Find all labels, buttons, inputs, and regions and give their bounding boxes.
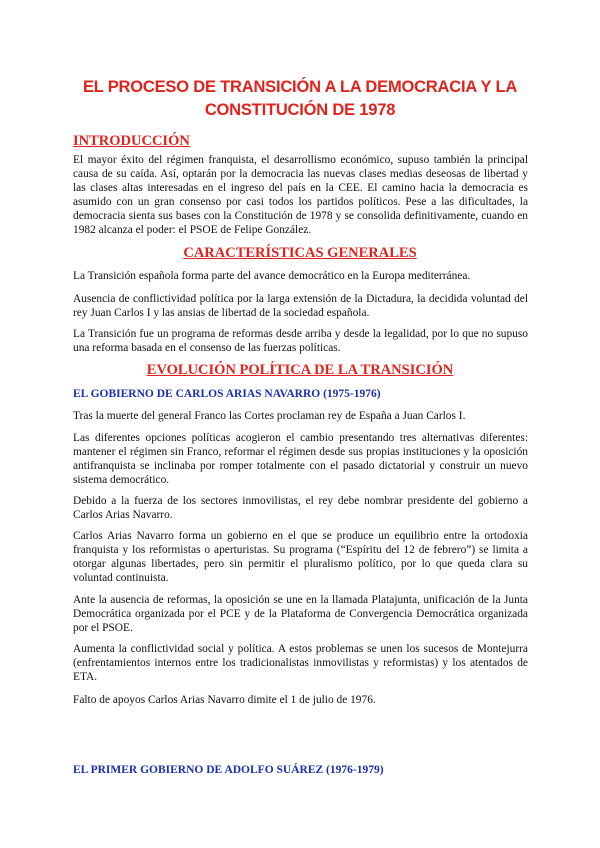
paragraph-caracteristicas-3: La Transición fue un programa de reformas desde arriba y desde la legalidad, por lo que no supuso una reforma basada en el consenso de las fuerzas políticas. <box>73 328 528 354</box>
paragraph-introduccion: El mayor éxito del régimen franquista, el desarrollismo económico, supuso también la principal causa de su caída. Así, optarán por la democracia las nuevas clases medias deseosas de libertad y las clases altas interesadas en el ingreso del país en la CEE. El camino hacia la democracia es asumido con un gran consenso por casi todos los partidos políticos. Pese a las dificultades, la democracia sienta sus bases con la Constitución de 1978 y se consolida definitivamente, cuando en 1982 alcanza el poder: el PSOE de Felipe González. <box>73 154 528 236</box>
section-heading-introduccion: INTRODUCCIÓN <box>73 133 190 149</box>
paragraph-arias-6: Aumenta la conflictividad social y política. A estos problemas se unen los sucesos de Montejurra (enfrentamientos internos entre los tradicionalistas inmovilistas y reformistas) y los atentados de ETA. <box>73 643 528 683</box>
paragraph-arias-4: Carlos Arias Navarro forma un gobierno en el que se produce un equilibrio entre la ortodoxia franquista y los reformistas o aperturistas. Su programa (“Espíritu del 12 de febrero”) se limita a otorgar algunas libertades, pero sin permitir el pluralismo político, por lo que queda clara su voluntad continuista. <box>73 530 528 584</box>
paragraph-caracteristicas-2: Ausencia de conflictividad política por la larga extensión de la Dictadura, la decidida voluntad del rey Juan Carlos I y las ansias de libertad de la sociedad española. <box>73 293 528 319</box>
paragraph-arias-3: Debido a la fuerza de los sectores inmovilistas, el rey debe nombrar presidente del gobierno a Carlos Arias Navarro. <box>73 495 528 521</box>
subsection-heading-arias-navarro: EL GOBIERNO DE CARLOS ARIAS NAVARRO (1975-1976) <box>73 388 381 400</box>
paragraph-arias-5: Ante la ausencia de reformas, la oposición se une en la llamada Platajunta, unificación de la Junta Democrática organizada por el PCE y de la Plataforma de Convergencia Democrática organizada por el PSOE. <box>73 594 528 634</box>
document-title: EL PROCESO DE TRANSICIÓN A LA DEMOCRACIA Y LA CONSTITUCIÓN DE 1978 <box>82 78 518 119</box>
subsection-heading-adolfo-suarez: EL PRIMER GOBIERNO DE ADOLFO SUÁREZ (1976-1979) <box>73 764 384 776</box>
paragraph-arias-7: Falto de apoyos Carlos Arias Navarro dimite el 1 de julio de 1976. <box>73 694 376 706</box>
paragraph-caracteristicas-1: La Transición española forma parte del avance democrático en la Europa mediterránea. <box>73 270 471 282</box>
paragraph-arias-1: Tras la muerte del general Franco las Cortes proclaman rey de España a Juan Carlos I. <box>73 410 466 422</box>
section-heading-caracteristicas: CARACTERÍSTICAS GENERALES <box>183 245 417 261</box>
section-heading-evolucion: EVOLUCIÓN POLÍTICA DE LA TRANSICIÓN <box>146 362 454 378</box>
paragraph-arias-2: Las diferentes opciones políticas acogieron el cambio presentando tres alternativas diferentes: mantener el régimen sin Franco, reformar el régimen desde sus propias instituciones y la oposición antifranquista se inclinaba por romper totalmente con el pasado dictatorial y construir un nuevo sistema democrático. <box>73 432 528 486</box>
